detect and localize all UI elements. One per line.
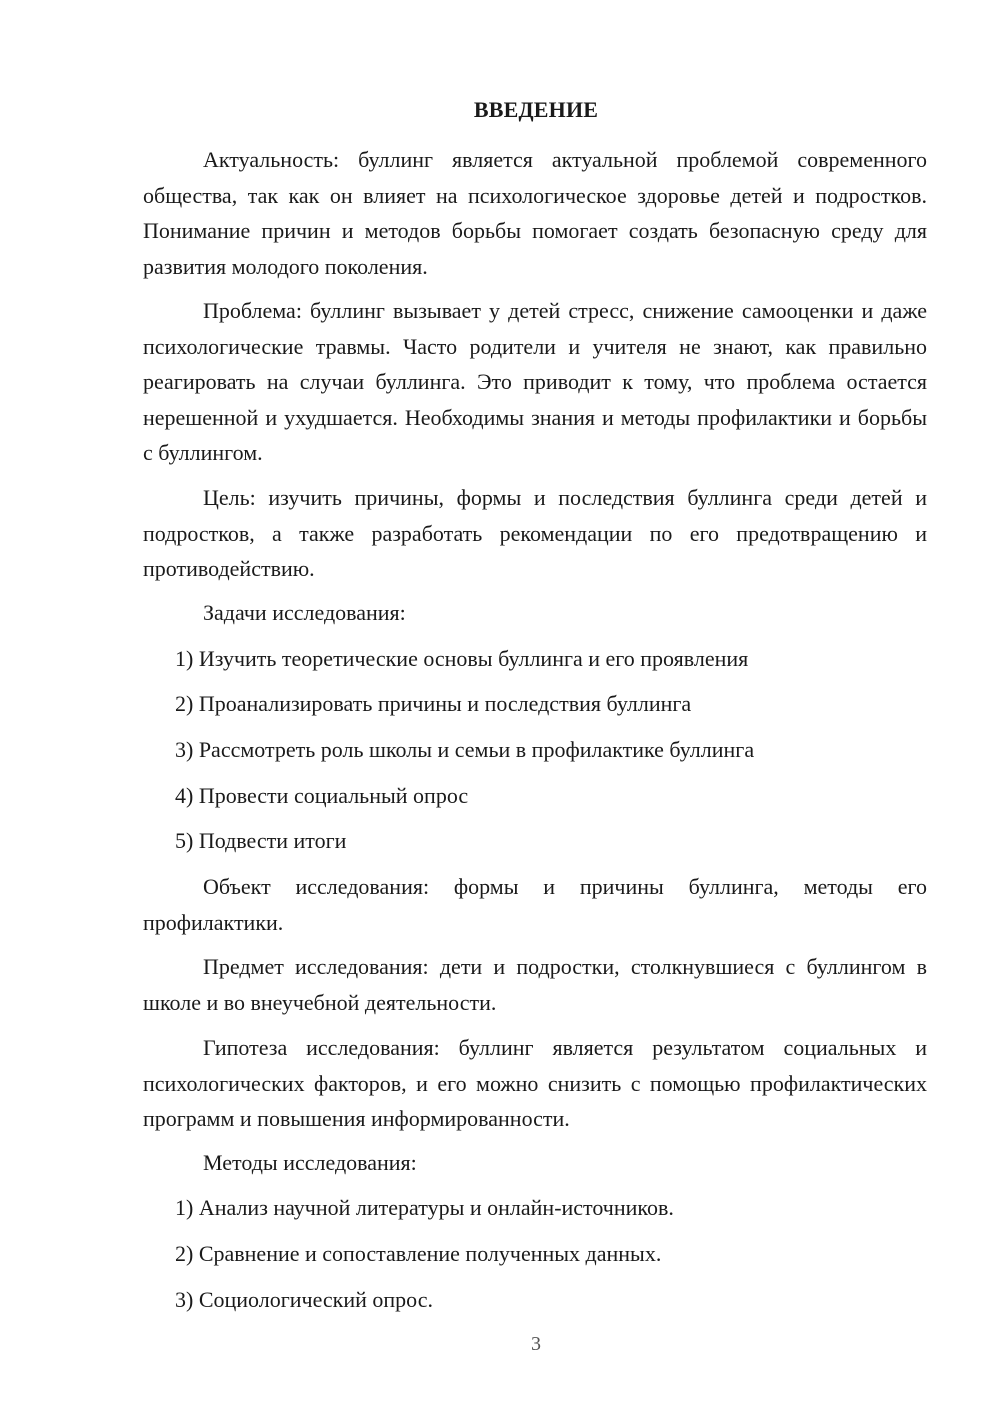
task-item-2: 2) Проанализировать причины и последствия буллинга (175, 691, 692, 716)
task-item-1: 1) Изучить теоретические основы буллинга и его проявления (175, 646, 749, 671)
method-item-3: 3) Социологический опрос. (175, 1287, 433, 1312)
tasks-heading: Задачи исследования: (203, 600, 406, 625)
paragraph-object: Объект исследования: формы и причины буллинга, методы его профилактики. (143, 874, 927, 935)
paragraph-subject: Предмет исследования: дети и подростки, столкнувшиеся с буллингом в школе и во внеучебной деятельности. (143, 954, 927, 1015)
task-item-5: 5) Подвести итоги (175, 828, 347, 853)
task-item-3: 3) Рассмотреть роль школы и семьи в профилактике буллинга (175, 737, 755, 762)
task-item-4: 4) Провести социальный опрос (175, 783, 469, 808)
paragraph-hypothesis: Гипотеза исследования: буллинг является результатом социальных и психологических факторов, и его можно снизить с помощью профилактических программ и повышения информированности. (143, 1035, 927, 1131)
paragraph-problem: Проблема: буллинг вызывает у детей стресс, снижение самооценки и даже психологические травмы. Часто родители и учителя не знают, как правильно реагировать на случаи буллинга. Это приводит к тому, что проблема остается нерешенной и ухудшается. Необходимы знания и методы профилактики и борьбы с буллингом. (143, 298, 927, 465)
paragraph-relevance: Актуальность: буллинг является актуальной проблемой современного общества, так как он влияет на психологическое здоровье детей и подростков. Понимание причин и методов борьбы помогает создать безопасную среду для развития молодого поколения. (143, 147, 927, 279)
page-title: ВВЕДЕНИЕ (473, 97, 599, 122)
methods-heading: Методы исследования: (203, 1150, 417, 1175)
method-item-2: 2) Сравнение и сопоставление полученных данных. (175, 1241, 662, 1266)
method-item-1: 1) Анализ научной литературы и онлайн-источников. (175, 1195, 674, 1220)
paragraph-goal: Цель: изучить причины, формы и последствия буллинга среди детей и подростков, а также разработать рекомендации по его предотвращению и противодействию. (143, 485, 927, 581)
page-number: 3 (531, 1333, 541, 1355)
